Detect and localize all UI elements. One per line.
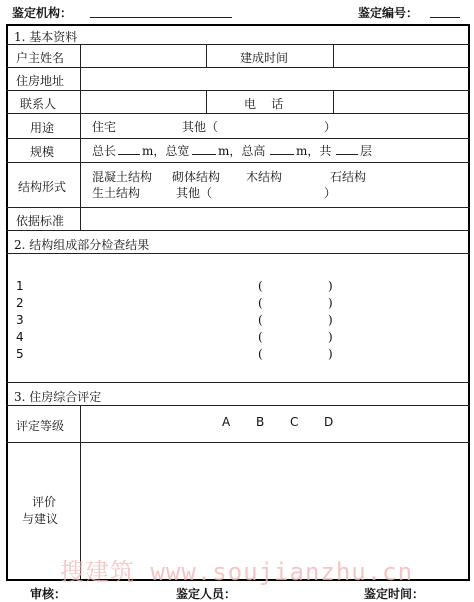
- structure-concrete[interactable]: 混凝土结构: [92, 170, 153, 184]
- check-item-open-paren[interactable]: (: [258, 279, 263, 293]
- standard-label: 依据标准: [16, 214, 65, 228]
- check-item-open-paren[interactable]: (: [258, 313, 263, 327]
- advice-label-line1: 评价: [32, 495, 57, 509]
- section1-title: 1. 基本资料: [14, 30, 78, 44]
- width-blank[interactable]: [192, 154, 216, 155]
- section3-title: 3. 住房综合评定: [14, 390, 102, 404]
- check-item-open-paren[interactable]: (: [258, 347, 263, 361]
- check-item-number: 3: [16, 313, 24, 327]
- structure-other[interactable]: 其他（: [176, 186, 213, 200]
- owner-name-field[interactable]: [82, 45, 205, 66]
- build-time-field[interactable]: [335, 45, 467, 66]
- scale-label: 规模: [30, 145, 55, 159]
- contact-label: 联系人: [20, 97, 57, 111]
- standard-field[interactable]: [82, 208, 467, 229]
- owner-name-label: 户主姓名: [16, 51, 65, 65]
- address-field[interactable]: [82, 68, 467, 89]
- structure-earth[interactable]: 生土结构: [92, 186, 141, 200]
- appraiser-label: 鉴定人员：: [176, 587, 237, 601]
- usage-label: 用途: [30, 121, 55, 135]
- structure-label: 结构形式: [18, 180, 67, 194]
- length-blank[interactable]: [118, 154, 140, 155]
- check-item-open-paren[interactable]: (: [258, 296, 263, 310]
- phone-label: 电 话: [244, 97, 284, 111]
- check-item-close-paren: ): [328, 279, 333, 293]
- floors-label: m，共: [296, 144, 332, 158]
- phone-field[interactable]: [335, 91, 467, 112]
- check-item-close-paren: ): [328, 347, 333, 361]
- check-item-open-paren[interactable]: (: [258, 330, 263, 344]
- contact-field[interactable]: [82, 91, 205, 112]
- grade-a[interactable]: A: [222, 415, 231, 429]
- grade-b[interactable]: B: [256, 415, 265, 429]
- build-time-label: 建成时间: [240, 51, 289, 65]
- floors-unit: 层: [360, 144, 373, 158]
- watermark: 搜建筑 www.soujianzhu.cn: [60, 558, 414, 586]
- check-item-number: 1: [16, 279, 24, 293]
- grade-c[interactable]: C: [290, 415, 299, 429]
- check-item-number: 4: [16, 330, 24, 344]
- section2-title: 2. 结构组成部分检查结果: [14, 238, 150, 252]
- address-label: 住房地址: [16, 74, 65, 88]
- usage-other-close: ）: [324, 120, 337, 134]
- grade-label: 评定等级: [16, 419, 65, 433]
- grade-d[interactable]: D: [324, 415, 334, 429]
- advice-label-line2: 与建议: [22, 512, 59, 526]
- check-item-close-paren: ): [328, 296, 333, 310]
- org-label: 鉴定机构：: [12, 6, 73, 20]
- width-label: m，总宽: [142, 144, 190, 158]
- structure-masonry[interactable]: 砌体结构: [172, 170, 221, 184]
- structure-stone[interactable]: 石结构: [330, 170, 367, 184]
- id-label: 鉴定编号：: [358, 6, 419, 20]
- structure-other-close: ）: [324, 186, 337, 200]
- check-item-number: 2: [16, 296, 24, 310]
- scale-length-label: 总长: [92, 144, 117, 158]
- id-underline[interactable]: [430, 17, 460, 18]
- usage-residential[interactable]: 住宅: [92, 120, 117, 134]
- check-item-number: 5: [16, 347, 24, 361]
- height-label: m，总高: [218, 144, 266, 158]
- check-item-close-paren: ): [328, 313, 333, 327]
- appraisal-time-label: 鉴定时间：: [364, 587, 425, 601]
- check-item-close-paren: ): [328, 330, 333, 344]
- floors-blank[interactable]: [336, 154, 358, 155]
- org-underline[interactable]: [90, 17, 232, 18]
- reviewer-label: 审核：: [30, 587, 67, 601]
- structure-wood[interactable]: 木结构: [246, 170, 283, 184]
- usage-other[interactable]: 其他（: [182, 120, 219, 134]
- height-blank[interactable]: [270, 154, 294, 155]
